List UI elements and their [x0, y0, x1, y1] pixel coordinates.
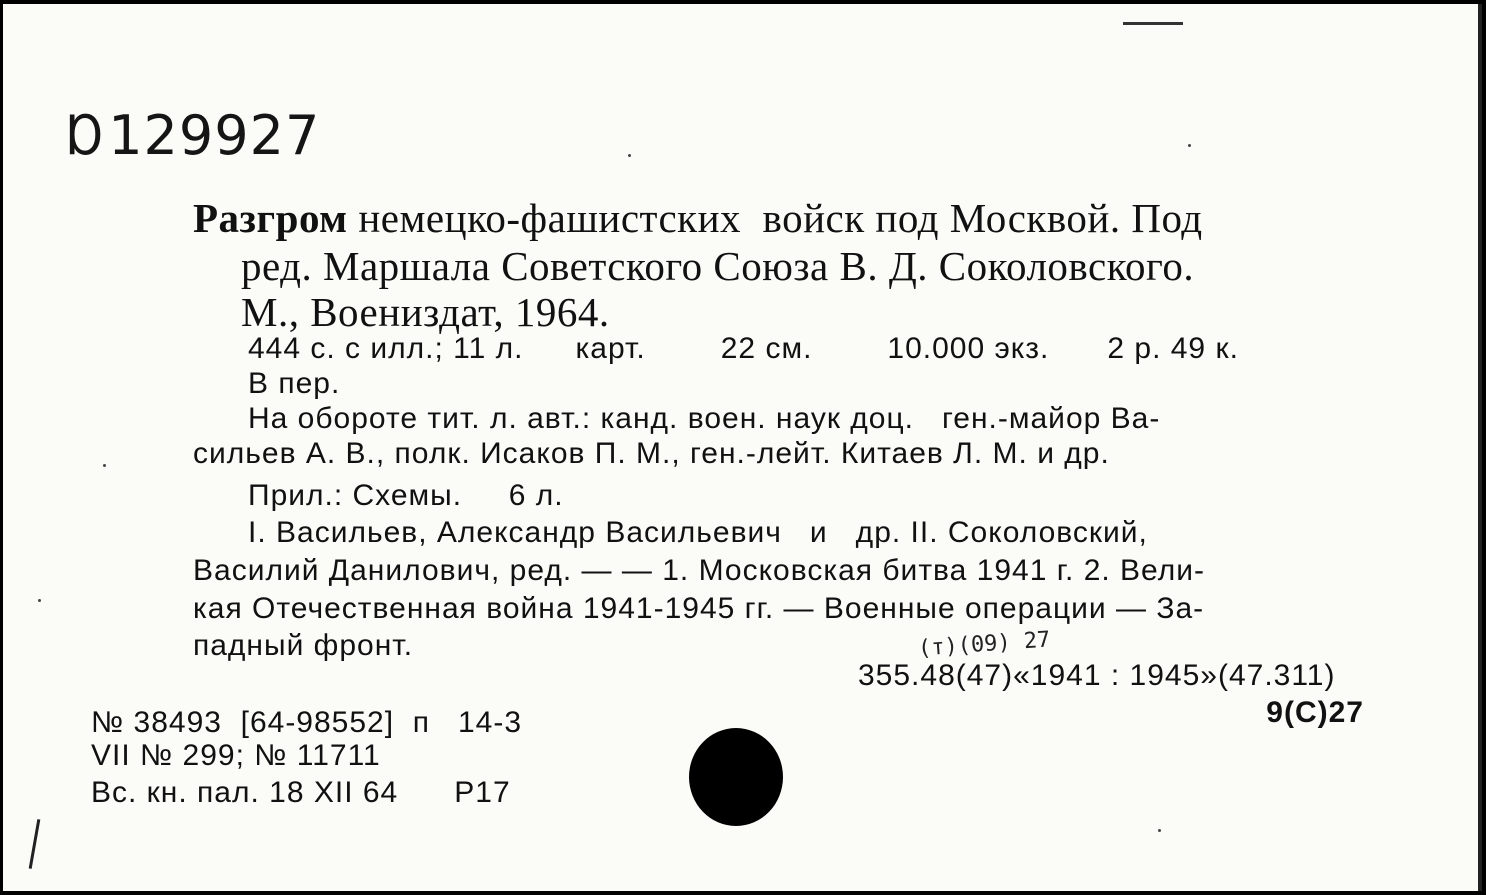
- title-line-3: М., Воениздат, 1964.: [241, 289, 610, 335]
- copies-text: 10.000 экз.: [887, 332, 1050, 365]
- tracing-line-4: падный фронт.: [193, 629, 414, 662]
- speck: [1158, 829, 1161, 832]
- card-number-value: 129927: [108, 104, 321, 167]
- pencil-mark: [29, 819, 41, 869]
- speck: [103, 464, 106, 467]
- top-dash-mark: [1123, 22, 1183, 25]
- title-bold-word: Разгром: [193, 195, 348, 241]
- physical-description: [248, 332, 1239, 366]
- udc-index: 355.48(47)«1941 : 1945»(47.311): [858, 659, 1336, 692]
- handwritten-code: (т)(09) 27: [917, 627, 1052, 662]
- tracing-line-1: I. Васильев, Александр Васильевич и др. II. Соколовский,: [248, 516, 1148, 549]
- card-number: [65, 104, 320, 167]
- price-text: 2 р. 49 к.: [1107, 332, 1239, 365]
- appendix-note: Прил.: Схемы. 6 л.: [248, 479, 564, 512]
- binding-text: В пер.: [248, 367, 341, 400]
- title-line-1: [193, 194, 1203, 242]
- size-text: 22 см.: [720, 332, 813, 365]
- catalog-card: [3, 4, 1482, 891]
- tracing-line-3: кая Отечественная война 1941-1945 гг. — Военные операции — За-: [193, 592, 1205, 625]
- registration-line-3: Вс. кн. пал. 18 XII 64 Р17: [91, 776, 511, 809]
- card-number-prefix: Ɒ: [67, 104, 107, 167]
- speck: [38, 599, 41, 602]
- tracing-line-2: Василий Данилович, ред. — — 1. Московская битва 1941 г. 2. Вели-: [193, 554, 1206, 587]
- library-index: 9(С)27: [1266, 696, 1364, 729]
- speck: [628, 154, 631, 157]
- maps-text: карт.: [575, 332, 646, 365]
- speck: [1188, 144, 1191, 147]
- registration-line-1: № 38493 [64-98552] п 14-3: [91, 706, 523, 739]
- note-line-1: На обороте тит. л. авт.: канд. воен. наук доц. ген.-майор Ва-: [248, 402, 1161, 435]
- title-rest: немецко-фашистских войск под Москвой. Под: [347, 195, 1203, 241]
- registration-line-2: VII № 299; № 11711: [91, 739, 381, 772]
- punch-hole: [689, 728, 783, 826]
- title-line-2: ред. Маршала Советского Союза В. Д. Соколовского.: [241, 243, 1195, 289]
- pages-text: 444 с. с илл.; 11 л.: [248, 332, 524, 365]
- note-line-2: сильев А. В., полк. Исаков П. М., ген.-лейт. Китаев Л. М. и др.: [193, 437, 1110, 470]
